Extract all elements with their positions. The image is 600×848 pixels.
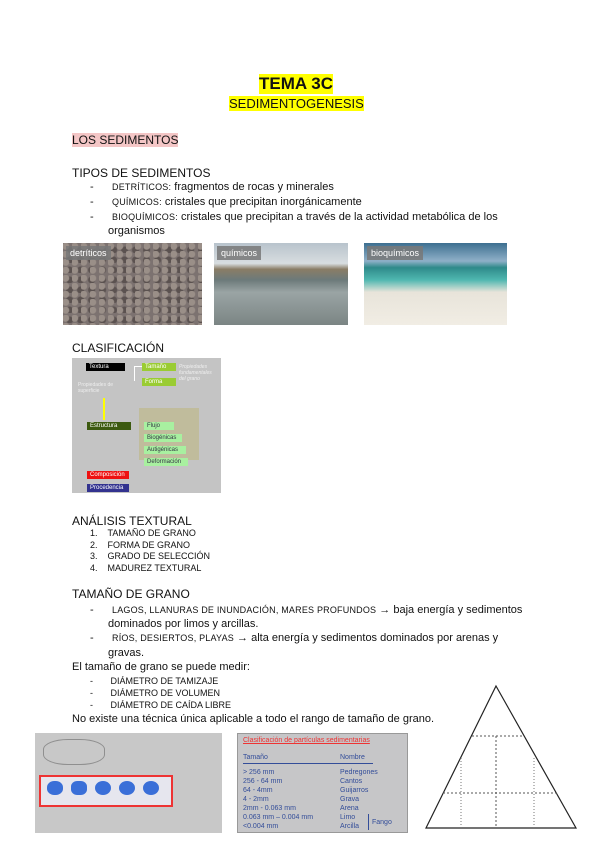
analisis-heading: ANÁLISIS TEXTURAL xyxy=(72,514,192,528)
diagram-procedencia: Procedencia xyxy=(87,484,129,492)
connector xyxy=(134,366,142,367)
table-cell-name: Cantos xyxy=(340,778,363,785)
conclusion-text: No existe una técnica única aplicable a todo el rango de tamaño de grano. xyxy=(72,713,435,725)
table-cell-size: <0.004 mm xyxy=(243,823,279,830)
medir-list: - DIÁMETRO DE TAMIZAJE - DIÁMETRO DE VOLUMEN - DIÁMETRO DE CAÍDA LIBRE xyxy=(90,676,232,710)
table-header: Tamaño xyxy=(243,754,268,761)
grain xyxy=(143,781,159,795)
diagram-biogenicas: Biogénicas xyxy=(144,434,182,442)
diagram-prop-fund: Propiedades fundamentales del grano xyxy=(179,364,212,382)
list-item: - DETRÍTICOS: fragmentos de rocas y minerales xyxy=(90,181,334,193)
table-cell-name: Grava xyxy=(340,796,360,803)
photo-bioquimicos: bioquímicos xyxy=(364,243,507,325)
table-cell-name: Pedregones xyxy=(340,769,378,776)
list-item-cont: organismos xyxy=(108,225,165,237)
table-title: Clasificación de partículas sedimentarias xyxy=(243,737,370,744)
table-cell-size: 0.063 mm – 0.004 mm xyxy=(243,814,314,821)
grain xyxy=(95,781,111,795)
page-subtitle: SEDIMENTOGENESIS xyxy=(229,96,364,111)
list-item-cont: dominados por limos y arcillas. xyxy=(108,618,259,630)
diagram-estructura: Estructura xyxy=(87,422,131,430)
yellow-arrow xyxy=(103,398,105,420)
table-cell-size: 4 - 2mm xyxy=(243,796,269,803)
diagram-tamano: Tamaño xyxy=(142,363,176,371)
analisis-list: 1. TAMAÑO DE GRANO 2. FORMA DE GRANO 3. GRADO DE SELECCIÓN 4. MADUREZ TEXTURAL xyxy=(90,528,211,574)
grain xyxy=(119,781,135,795)
diagram-forma: Forma xyxy=(142,378,176,386)
ternary-diagram xyxy=(416,678,588,842)
grain-sketch xyxy=(43,739,105,765)
connector xyxy=(134,366,135,381)
table-cell-name: Arena xyxy=(340,805,359,812)
table-cell-name: Arcilla xyxy=(340,823,360,830)
list-item-cont: gravas. xyxy=(108,647,145,659)
section-heading: LOS SEDIMENTOS xyxy=(72,133,179,147)
table-cell-name: Limo xyxy=(340,814,356,821)
list-item: - RÍOS, DESIERTOS, PLAYAS → alta energía y sedimentos dominados por arenas y xyxy=(90,632,499,644)
medir-text: El tamaño de grano se puede medir: xyxy=(72,661,250,673)
grain-shape-image xyxy=(35,733,222,833)
table-fango: Fango xyxy=(372,819,392,826)
table-cell-size: > 256 mm xyxy=(243,769,275,776)
table-cell-size: 64 - 4mm xyxy=(243,787,273,794)
list-item: - LAGOS, LLANURAS DE INUNDACIÓN, MARES PROFUNDOS → baja energía y sedimentos xyxy=(90,604,523,616)
table-cell-size: 256 - 64 mm xyxy=(243,778,283,785)
grain-frame xyxy=(39,775,173,807)
table-cell-name: Guijarros xyxy=(340,787,369,794)
grain xyxy=(47,781,63,795)
grain-size-table xyxy=(237,733,408,833)
divider xyxy=(243,763,373,764)
list-item: - QUÍMICOS: cristales que precipitan inorgánicamente xyxy=(90,196,362,208)
diagram-composicion: Composición xyxy=(87,471,129,479)
photo-detriticos: detríticos xyxy=(63,243,202,325)
table-cell-size: 2mm - 0.063 mm xyxy=(243,805,296,812)
clasificacion-heading: CLASIFICACIÓN xyxy=(72,341,165,355)
photo-quimicos: químicos xyxy=(214,243,348,325)
list-item: - BIOQUÍMICOS: cristales que precipitan a través de la actividad metabólica de los xyxy=(90,211,498,223)
table-header: Nombre xyxy=(340,754,365,761)
diagram-prop-sup: Propiedades de superficie xyxy=(78,382,114,394)
diagram-flujo: Flujo xyxy=(144,422,174,430)
bracket xyxy=(368,814,369,830)
diagram-deformacion: Deformación xyxy=(144,458,188,466)
page-title: TEMA 3C xyxy=(259,74,333,93)
grain xyxy=(71,781,87,795)
tipos-heading: TIPOS DE SEDIMENTOS xyxy=(72,166,211,180)
tamano-heading: TAMAÑO DE GRANO xyxy=(72,587,190,601)
diagram-autigenicas: Autigénicas xyxy=(144,446,186,454)
clasificacion-diagram xyxy=(72,358,221,493)
diagram-textura: Textura xyxy=(86,363,125,371)
